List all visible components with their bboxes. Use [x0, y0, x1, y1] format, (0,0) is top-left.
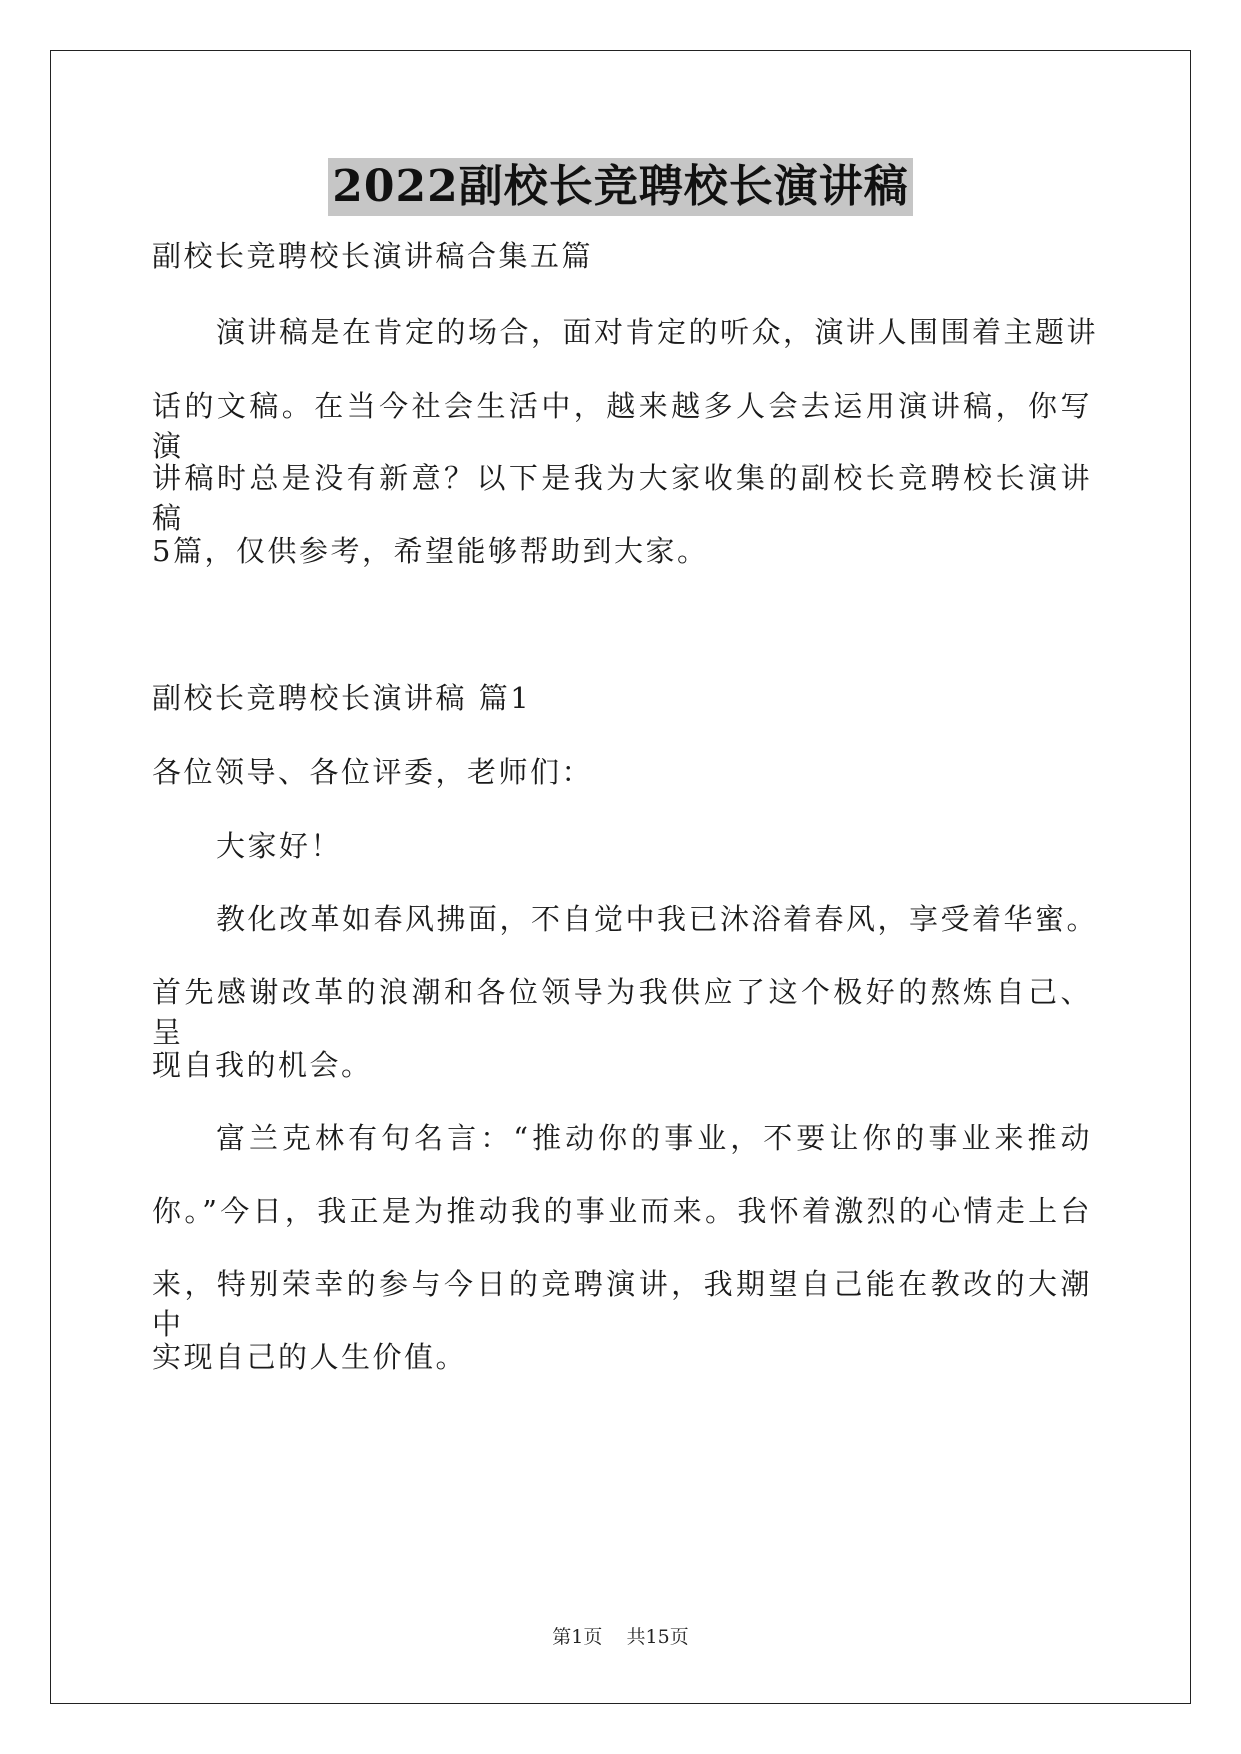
page-frame [50, 50, 1191, 1704]
title-container [0, 158, 1241, 216]
paragraph-2-line-3: 来，特别荣幸的参与今日的竞聘演讲，我期望自己能在教改的大潮中 [152, 1267, 1092, 1341]
intro-line-1: 演讲稿是在肯定的场合，面对肯定的听众，演讲人围围着主题讲 [216, 315, 1099, 349]
paragraph-1-line-1: 教化改革如春风拂面，不自觉中我已沐浴着春风，享受着华蜜。 [216, 902, 1099, 936]
intro-line-3: 讲稿时总是没有新意？以下是我为大家收集的副校长竞聘校长演讲稿 [152, 461, 1092, 535]
salutation: 各位领导、各位评委，老师们： [152, 755, 594, 789]
intro-line-4: 5篇，仅供参考，希望能够帮助到大家。 [152, 534, 709, 568]
paragraph-2-line-1: 富兰克林有句名言：“推动你的事业，不要让你的事业来推动 [216, 1121, 1092, 1155]
paragraph-2-line-4: 实现自己的人生价值。 [152, 1340, 468, 1374]
document-title: 2022副校长竞聘校长演讲稿 [328, 158, 912, 216]
document-subtitle: 副校长竞聘校长演讲稿合集五篇 [152, 239, 594, 273]
paragraph-1-line-3: 现自我的机会。 [152, 1048, 373, 1082]
intro-line-2: 话的文稿。在当今社会生活中，越来越多人会去运用演讲稿，你写演 [152, 389, 1092, 463]
paragraph-1-line-2: 首先感谢改革的浪潮和各位领导为我供应了这个极好的熬炼自己、呈 [152, 975, 1092, 1049]
paragraph-2-line-2: 你。”今日，我正是为推动我的事业而来。我怀着激烈的心情走上台 [152, 1194, 1092, 1228]
greeting: 大家好！ [216, 829, 343, 863]
section-heading: 副校长竞聘校长演讲稿 篇1 [152, 681, 532, 715]
page-number: 第1页 [552, 1626, 603, 1648]
page-footer [0, 1624, 1241, 1650]
page-total: 共15页 [626, 1626, 689, 1648]
